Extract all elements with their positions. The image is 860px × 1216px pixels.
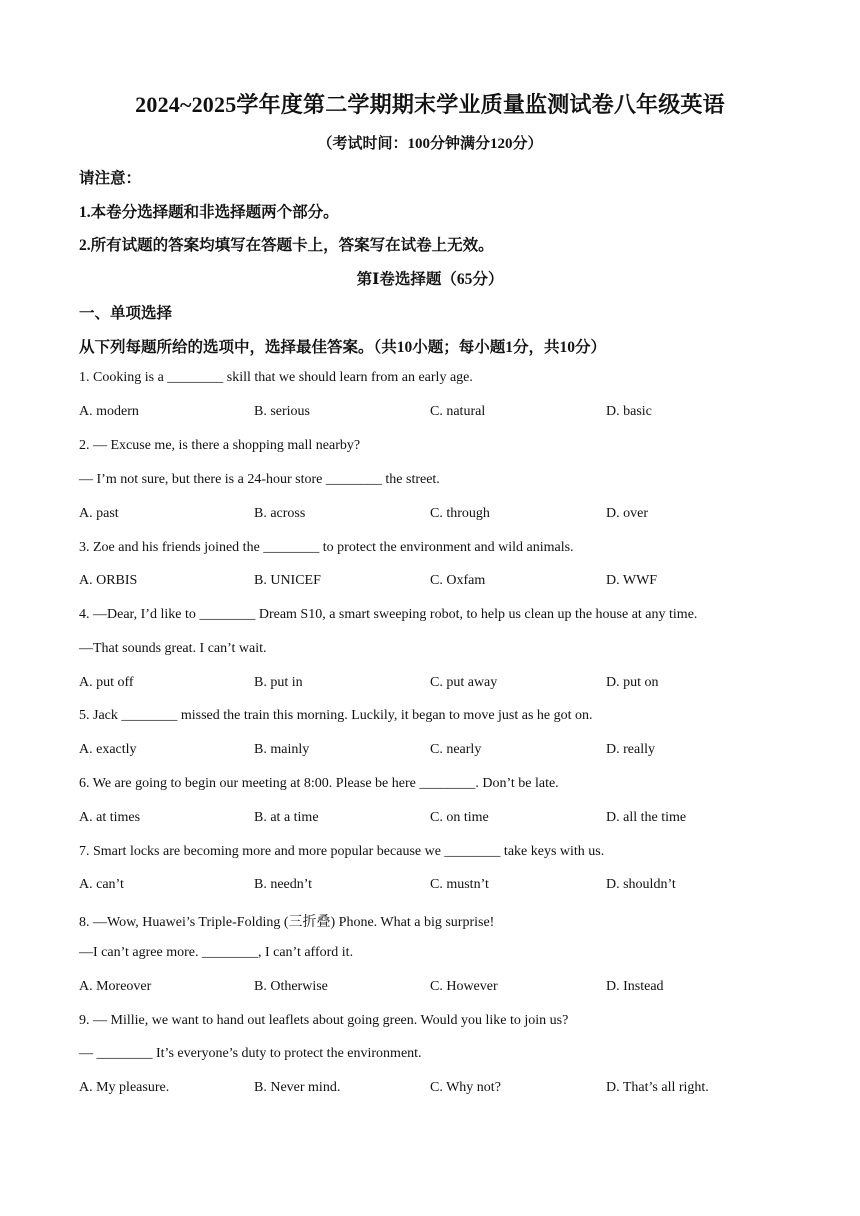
question-7: 7. Smart locks are becoming more and more popular because we ________ take keys with us.	[79, 844, 605, 859]
question-3-option-a: A. ORBIS	[79, 573, 138, 588]
question-9-option-a: A. My pleasure.	[79, 1080, 170, 1095]
section-title: 第Ⅰ卷选择题（65分）	[356, 271, 504, 288]
question-2: 2. — Excuse me, is there a shopping mall nearby?	[79, 438, 361, 453]
question-5-option-b: B. mainly	[254, 742, 310, 757]
question-4-option-c: C. put away	[430, 675, 498, 690]
question-7-option-c: C. mustn’t	[430, 877, 489, 892]
question-9-option-c: C. Why not?	[430, 1080, 501, 1095]
question-2-option-d: D. over	[606, 506, 648, 521]
question-6-option-c: C. on time	[430, 810, 489, 825]
question-1: 1. Cooking is a ________ skill that we should learn from an early age.	[79, 370, 473, 385]
question-7-option-d: D. shouldn’t	[606, 877, 676, 892]
question-8: 8. —Wow, Huawei’s Triple-Folding (三折叠) Phone. What a big surprise!	[79, 915, 495, 930]
question-4-option-b: B. put in	[254, 675, 303, 690]
question-4-line-2: —That sounds great. I can’t wait.	[79, 641, 267, 656]
question-9-option-d: D. That’s all right.	[606, 1080, 709, 1095]
question-1-option-c: C. natural	[430, 404, 486, 419]
question-7-option-b: B. needn’t	[254, 877, 313, 892]
question-8-option-a: A. Moreover	[79, 979, 152, 994]
question-3: 3. Zoe and his friends joined the ________ to protect the environment and wild animals.	[79, 540, 574, 555]
question-8-option-c: C. However	[430, 979, 498, 994]
question-3-option-b: B. UNICEF	[254, 573, 321, 588]
question-1-option-d: D. basic	[606, 404, 652, 419]
question-8-option-d: D. Instead	[606, 979, 664, 994]
question-4: 4. —Dear, I’d like to ________ Dream S10, a smart sweeping robot, to help us clean up the house at any time.	[79, 607, 698, 622]
question-5-option-a: A. exactly	[79, 742, 137, 757]
question-8-option-b: B. Otherwise	[254, 979, 328, 994]
question-3-option-d: D. WWF	[606, 573, 658, 588]
question-1-option-b: B. serious	[254, 404, 310, 419]
part-heading: 一、单项选择	[79, 305, 173, 322]
question-4-option-a: A. put off	[79, 675, 134, 690]
question-4-option-d: D. put on	[606, 675, 659, 690]
question-2-option-c: C. through	[430, 506, 490, 521]
notes-heading: 请注意：	[79, 170, 142, 187]
question-8-line-2: —I can’t agree more. ________, I can’t afford it.	[79, 945, 354, 960]
exam-duration: （考试时间：100分钟满分120分）	[317, 136, 543, 152]
question-6: 6. We are going to begin our meeting at 8:00. Please be here ________. Don’t be late.	[79, 776, 559, 791]
question-6-option-d: D. all the time	[606, 810, 687, 825]
question-7-option-a: A. can’t	[79, 877, 124, 892]
question-2-line-2: — I’m not sure, but there is a 24-hour store ________ the street.	[79, 472, 440, 487]
question-2-option-a: A. past	[79, 506, 119, 521]
page-title: 2024~2025学年度第二学期期末学业质量监测试卷八年级英语	[135, 92, 725, 117]
question-5-option-d: D. really	[606, 742, 655, 757]
question-2-option-b: B. across	[254, 506, 306, 521]
question-3-option-c: C. Oxfam	[430, 573, 486, 588]
question-9: 9. — Millie, we want to hand out leaflets about going green. Would you like to join us?	[79, 1013, 569, 1028]
question-1-option-a: A. modern	[79, 404, 139, 419]
question-9-line-2: — ________ It’s everyone’s duty to protect the environment.	[79, 1046, 422, 1061]
question-6-option-b: B. at a time	[254, 810, 319, 825]
question-5-option-c: C. nearly	[430, 742, 482, 757]
question-5: 5. Jack ________ missed the train this morning. Luckily, it began to move just as he got on.	[79, 708, 593, 723]
question-9-option-b: B. Never mind.	[254, 1080, 341, 1095]
question-6-option-a: A. at times	[79, 810, 141, 825]
part-instruction: 从下列每题所给的选项中，选择最佳答案。（共10小题；每小题1分，共10分）	[79, 339, 607, 356]
note-item-2: 2.所有试题的答案均填写在答题卡上，答案写在试卷上无效。	[79, 237, 494, 254]
note-item-1: 1.本卷分选择题和非选择题两个部分。	[79, 204, 339, 221]
